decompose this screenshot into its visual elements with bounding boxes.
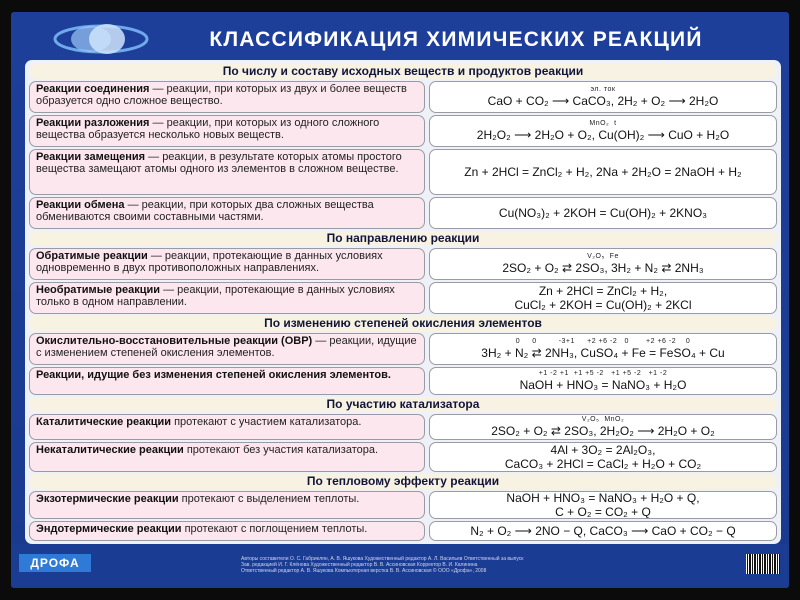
section-heading-composition: По числу и составу исходных веществ и продуктов реакции: [29, 64, 777, 79]
definition-redox: [29, 333, 425, 365]
formula-noncatalytic: [429, 442, 777, 472]
definition-text: — реакции, при которых два сложных вещества обмениваются своими составными частями.: [36, 199, 374, 223]
oxidation-states: +1 -2 +1 +1 +5 -2 +1 +5 -2 +1 -2: [538, 370, 668, 377]
formula-exchange: [429, 197, 777, 229]
definition-text: — реакции, идущие с изменением степеней окисления элементов.: [36, 335, 417, 359]
definition-decomposition: [29, 115, 425, 147]
publisher-logo: ДРОФА: [19, 554, 91, 572]
definition-endothermic: [29, 521, 425, 541]
formula-line: Zn + 2HCl = ZnCl₂ + H₂, 2Na + 2H₂O = 2NaOH + H₂: [464, 165, 742, 179]
formula-endothermic: [429, 521, 777, 541]
definition-substitution: [29, 149, 425, 195]
formula-line: 3H₂ + N₂ ⇄ 2NH₃, CuSO₄ + Fe = FeSO₄ + Cu: [481, 346, 725, 360]
formula-catalytic: [429, 414, 777, 440]
over-arrow-label: MnO₂ t: [589, 120, 617, 127]
term: Реакции разложения: [36, 117, 150, 129]
definition-combination: [29, 81, 425, 113]
definition-text: — реакции, протекающие в данных условиях только в одном направлении.: [36, 284, 395, 308]
chemistry-poster: [11, 12, 789, 588]
definition-non-redox: [29, 367, 425, 395]
formula-decomposition: [429, 115, 777, 147]
definition-reversible: [29, 248, 425, 280]
formula-line: 4Al + 3O₂ = 2Al₂O₃,: [550, 443, 656, 457]
definition-text: протекают с выделением теплоты.: [178, 493, 360, 505]
definition-noncatalytic: [29, 442, 425, 472]
definition-text: — реакции, в результате которых атомы простого вещества замещают атомы одного из элементов в сложном веществе.: [36, 151, 402, 175]
term: Обратимые реакции: [36, 250, 148, 262]
credits-line: Авторы составители О. С. Габриелян, А. В. Яшукова Художественный редактор А. Л. Васильев Ответственный за выпуск: [241, 556, 524, 562]
term: Окислительно-восстановительные реакции (ОВР): [36, 335, 313, 347]
formula-exothermic: [429, 491, 777, 519]
section-heading-catalyst: По участию катализатора: [29, 397, 777, 412]
oxidation-states: 0 0 -3+1 +2 +6 -2 0 +2 +6 -2 0: [515, 338, 691, 345]
term: Каталитические реакции: [36, 416, 172, 428]
definition-exothermic: [29, 491, 425, 519]
credits: [241, 556, 524, 574]
reactions-panel: [25, 60, 781, 544]
poster-title: КЛАССИФИКАЦИЯ ХИМИЧЕСКИХ РЕАКЦИЙ: [209, 28, 703, 51]
credits-line: Зав. редакцией И. Г. Клёнова Художественный редактор В. В. Ассиновская Корректор В. И. Калинина: [241, 562, 478, 568]
formula-line: 2SO₂ + O₂ ⇄ 2SO₃, 2H₂O₂ ⟶ 2H₂O + O₂: [491, 424, 715, 438]
formula-line: CaCO₃ + 2HCl = CaCl₂ + H₂O + CO₂: [504, 457, 702, 471]
formula-redox: [429, 333, 777, 365]
over-arrow-label: эл. ток: [590, 86, 616, 93]
formula-substitution: [429, 149, 777, 195]
formula-line: CuCl₂ + 2KOH = Cu(OH)₂ + 2KCl: [514, 298, 692, 312]
poster-footer: [11, 544, 789, 588]
term: Экзотермические реакции: [36, 493, 179, 505]
over-arrow-label: V₂O₅ Fe: [587, 253, 619, 260]
formula-line: 2H₂O₂ ⟶ 2H₂O + O₂, Cu(OH)₂ ⟶ CuO + H₂O: [476, 128, 730, 142]
term: Реакции, идущие без изменения степеней окисления элементов.: [36, 369, 391, 381]
definition-catalytic: [29, 414, 425, 440]
formula-line: C + O₂ = CO₂ + Q: [555, 505, 651, 519]
formula-reversible: [429, 248, 777, 280]
term: Реакции соединения: [36, 83, 150, 95]
definition-exchange: [29, 197, 425, 229]
formula-line: NaOH + HNO₃ = NaNO₃ + H₂O: [519, 378, 687, 392]
formula-line: CaO + CO₂ ⟶ CaCO₃, 2H₂ + O₂ ⟶ 2H₂O: [487, 94, 719, 108]
definition-text: — реакции, при которых из одного сложного вещества образуется несколько новых веществ.: [36, 117, 380, 141]
definition-text: — реакции, при которых из двух и более веществ образуется одно сложное вещество.: [36, 83, 407, 107]
definition-irreversible: [29, 282, 425, 314]
definition-text: протекают с поглощением теплоты.: [181, 523, 368, 535]
term: Реакции обмена: [36, 199, 125, 211]
poster-header: [11, 12, 789, 64]
barcode-icon: [746, 554, 780, 574]
formula-combination: [429, 81, 777, 113]
credits-line: Ответственный редактор А. В. Яшукова Компьютерная верстка В. В. Ассиновская © ООО «Дрофа», 2008: [241, 568, 487, 574]
definition-text: протекают без участия катализатора.: [183, 444, 379, 456]
section-heading-thermal: По тепловому эффекту реакции: [29, 474, 777, 489]
formula-line: N₂ + O₂ ⟶ 2NO − Q, CaCO₃ ⟶ CaO + CO₂ − Q: [470, 524, 736, 538]
over-arrow-label: V₂O₅ MnO₂: [581, 416, 625, 423]
formula-line: 2SO₂ + O₂ ⇄ 2SO₃, 3H₂ + N₂ ⇄ 2NH₃: [502, 261, 704, 275]
formula-irreversible: [429, 282, 777, 314]
section-heading-oxidation: По изменению степеней окисления элементов: [29, 316, 777, 331]
section-heading-direction: По направлению реакции: [29, 231, 777, 246]
term: Необратимые реакции: [36, 284, 161, 296]
term: Реакции замещения: [36, 151, 146, 163]
formula-line: Zn + 2HCl = ZnCl₂ + H₂,: [538, 284, 668, 298]
formula-line: Cu(NO₃)₂ + 2KOH = Cu(OH)₂ + 2KNO₃: [498, 206, 708, 220]
definition-text: — реакции, протекающие в данных условиях одновременно в двух противоположных направлениях.: [36, 250, 383, 274]
formula-line: NaOH + HNO₃ = NaNO₃ + H₂O + Q,: [506, 491, 700, 505]
term: Некаталитические реакции: [36, 444, 184, 456]
term: Эндотермические реакции: [36, 523, 182, 535]
definition-text: протекают с участием катализатора.: [171, 416, 362, 428]
formula-non-redox: [429, 367, 777, 395]
